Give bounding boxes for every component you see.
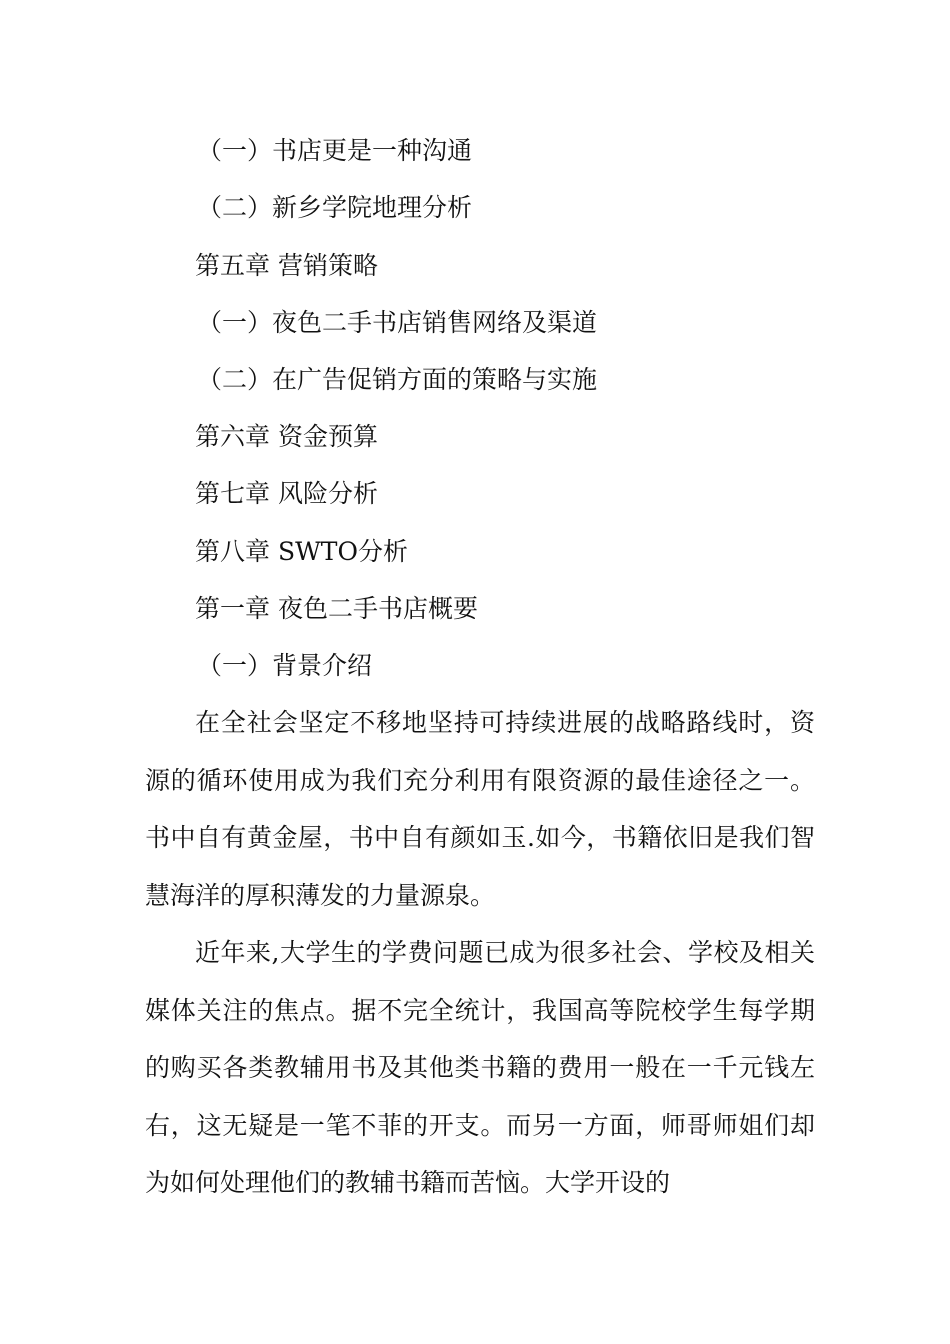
toc-item-5: （一）背景介绍 (197, 651, 373, 680)
body-paragraph-1: 在全社会坚定不移地坚持可持续进展的战略路线时，资源的循环使用成为我们充分利用有限资源的最佳途径之一。书中自有黄金屋，书中自有颜如玉.如今，书籍依旧是我们智慧海洋的厚积薄发的力量源泉。 (145, 708, 815, 910)
toc-item-3: （一）夜色二手书店销售网络及渠道 (197, 308, 598, 337)
toc-chapter-7: 第七章 风险分析 (195, 479, 378, 508)
toc-chapter-1: 第一章 夜色二手书店概要 (195, 594, 478, 623)
toc-chapter-8: 第八章 SWTO分析 (195, 537, 408, 566)
toc-chapter-5: 第五章 营销策略 (195, 251, 378, 280)
toc-item-1: （一）书店更是一种沟通 (197, 136, 473, 165)
body-paragraph-2: 近年来,大学生的学费问题已成为很多社会、学校及相关媒体关注的焦点。据不完全统计，我国高等院校学生每学期的购买各类教辅用书及其他类书籍的费用一般在一千元钱左右，这无疑是一笔不菲的开支。而另一方面，师哥师姐们却为如何处理他们的教辅书籍而苦恼。大学开设的 (145, 938, 815, 1197)
toc-chapter-6: 第六章 资金预算 (195, 422, 378, 451)
toc-item-4: （二）在广告促销方面的策略与实施 (197, 365, 598, 394)
toc-item-2: （二）新乡学院地理分析 (197, 193, 473, 222)
